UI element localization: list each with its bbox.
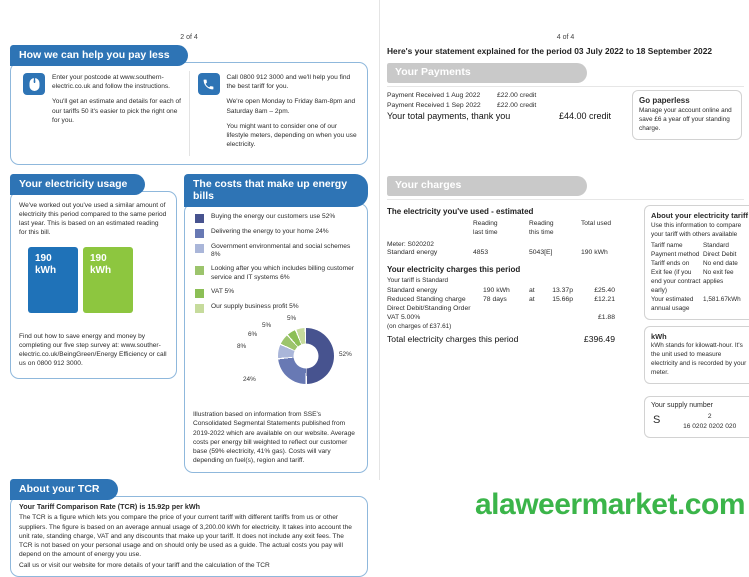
legend-label: Our supply business profit 5% (211, 303, 299, 311)
charges-section (387, 176, 749, 438)
charge-row (387, 287, 635, 294)
meter-number: Meter: S020202 (387, 241, 434, 249)
help-online-text (52, 73, 183, 156)
tariff-info-label: Your estimated annual usage (651, 296, 694, 313)
payments-total-label: Your total payments, thank you (387, 111, 511, 121)
watermark: alaweermarket.com (475, 488, 745, 521)
legend-swatch-government (195, 244, 204, 253)
tariff-info-label: Exit fee (if you end your contract early) (651, 269, 701, 295)
go-paperless-box (632, 90, 742, 140)
legend-label: Looking after you which includes billing customer service and IT systems 6% (211, 265, 354, 282)
charges-header: Your charges (387, 176, 587, 196)
costs-section-header: The costs that make up energy bills (184, 174, 368, 207)
payments-area (387, 92, 744, 154)
help-phone-column (190, 69, 364, 158)
payment-label: Payment Received 1 Aug 2022 (387, 92, 481, 99)
help-section-header: How we can help you pay less (10, 45, 188, 66)
legend-item (195, 265, 359, 283)
legend-item (195, 228, 359, 238)
usage-footer: Find out how to save energy and money by completing our five step survey at: www.souther-electric.co.uk/BeingGreen/Energy Efficiency or call us on 0800 912 3000. (19, 332, 167, 368)
help-phone-text (227, 73, 358, 156)
tariff-box-intro: Use this information to compare your tariff with others available (651, 222, 742, 238)
charges-total-amount: £396.49 (583, 334, 615, 345)
readings-row-label: Standard energy (387, 249, 438, 257)
tariff-info-label: Tariff ends on (651, 260, 690, 268)
legend-item (195, 288, 359, 298)
costs-donut-area (193, 315, 359, 406)
vat-row (387, 314, 635, 321)
reading-this-value: 5043[E] (529, 249, 553, 257)
donut-chart (278, 328, 334, 384)
go-paperless-title: Go paperless (639, 96, 690, 105)
electricity-used-title: The electricity you've used - estimated (387, 207, 534, 216)
tariff-info-value: 1,581.67kWh (703, 296, 741, 304)
charge-row (387, 305, 635, 312)
payments-header: Your Payments (387, 63, 587, 83)
spacer (543, 314, 573, 321)
usage-intro: We've worked out you've used a similar amount of electricity this period compared to the same period last year. This is based on an estimated reading for this bill. (19, 201, 167, 237)
phone-icon (198, 73, 220, 95)
charge-rate: 15.66p (552, 296, 573, 304)
charge-amount (573, 305, 615, 312)
charge-qty: 78 days (483, 296, 507, 304)
costs-legend (195, 213, 359, 314)
legend-label: VAT 5% (211, 288, 235, 296)
slice-label-52: 52% (339, 351, 352, 359)
costs-box (184, 203, 368, 474)
supply-prefix: S (653, 413, 661, 426)
charge-rate: 13.37p (552, 287, 573, 295)
tcr-section (10, 479, 368, 576)
page-number-left: 2 of 4 (180, 34, 198, 41)
reading-last-value: 4853 (473, 249, 489, 257)
legend-label: Delivering the energy to your home 24% (211, 227, 329, 235)
slice-label-5b: 5% (287, 315, 297, 323)
spacer (529, 314, 543, 321)
charge-amount: £12.21 (594, 296, 615, 304)
legend-label: Government environmental and social schemes 8% (211, 242, 351, 259)
legend-item (195, 213, 359, 223)
column-total-used: Total used (581, 220, 612, 227)
slice-label-8: 8% (237, 343, 247, 351)
tariff-info-value: No end date (703, 260, 738, 268)
kwh-box-body: kWh stands for kilowatt-hour. It's the unit used to measure electricity and is recorded by your meter. (651, 342, 747, 376)
help-online-column (15, 69, 189, 158)
tariff-line: Your tariff is Standard (387, 277, 449, 285)
charge-label: Standard energy (387, 287, 438, 295)
vat-label: VAT 5.00% (387, 314, 421, 322)
charges-total-label: Total electricity charges this period (387, 334, 519, 345)
tariff-info-label: Payment method (651, 251, 700, 259)
charges-table-area (387, 205, 635, 438)
kwh-box-title: kWh (651, 332, 667, 342)
charge-at (529, 305, 543, 312)
tcr-footer: Call us or visit our website for more details of your tariff and the calculation of the TCR (19, 561, 270, 569)
legend-swatch-delivering (195, 229, 204, 238)
vat-amount: £1.88 (597, 314, 615, 322)
slice-label-24: 24% (243, 376, 256, 384)
tariff-box-title: About your electricity tariff (651, 211, 749, 220)
charges-total-row (387, 334, 615, 344)
tcr-box (10, 496, 368, 576)
supply-number-box (644, 396, 749, 438)
usage-box (10, 191, 177, 379)
right-sidebar (644, 205, 749, 438)
help-phone-para3: You might want to consider one of our lifestyle meters, depending on when you use electricity. (226, 122, 357, 149)
page-number-right: 4 of 4 (556, 34, 575, 41)
computer-mouse-icon (23, 73, 45, 95)
statement-title: Here's your statement explained for the period 03 July 2022 to 18 September 2022 (387, 46, 713, 56)
charge-row (387, 296, 635, 303)
help-online-para1: Enter your postcode at www.southern-electric.co.uk and follow the instructions. (52, 74, 171, 91)
donut-hole (294, 344, 319, 369)
vat-note: (on charges of £37.61) (387, 323, 452, 331)
usage-bar-previous: 190 kWh (83, 247, 133, 313)
charge-amount: £25.40 (594, 287, 615, 295)
tariff-info-row (651, 242, 749, 251)
legend-swatch-looking-after (195, 266, 204, 275)
spacer (483, 314, 529, 321)
supply-line1: 2 (707, 412, 712, 420)
help-phone-para1: Call 0800 912 3000 and we'll help you find the best tariff for you. (226, 74, 351, 91)
readings-column-headers (387, 220, 635, 237)
payment-amount: £22.00 credit (497, 101, 537, 109)
charges-rule (387, 199, 744, 200)
tariff-info-box (644, 205, 749, 320)
charge-qty (483, 305, 529, 312)
costs-section (184, 174, 368, 474)
tariff-info-label: Tariff name (651, 242, 683, 250)
tcr-section-header: About your TCR (10, 479, 118, 500)
payment-label: Payment Received 1 Sep 2022 (387, 101, 481, 109)
tariff-info-row (651, 260, 749, 269)
charge-label: Direct Debit/Standing Order (387, 305, 471, 313)
column-reading-last: Reading last time (473, 220, 498, 236)
help-phone-para2: We're open Monday to Friday 8am-8pm and Saturday 8am – 2pm. (226, 98, 356, 115)
legend-swatch-vat (195, 289, 204, 298)
tcr-body: The TCR is a figure which lets you compare the price of your current tariff with different tariffs from us or other suppliers. The figure is based on an average annual usage of 3,200.00 kWh for electricity. It takes into account the unit rate, standing charge, VAT and any discounts that make up your tariff. It does not include any exit fees. The TCR is not based on your personal usage and on should only be used as a guide. The actual costs you pay will depend on the amount of energy you use. (19, 514, 352, 559)
charge-label: Reduced Standing charge (387, 296, 466, 304)
readings-row (387, 249, 635, 256)
tariff-info-row (651, 269, 749, 296)
go-paperless-body: Manage your account online and save £6 a year off your standing charge. (639, 107, 732, 132)
help-box (10, 62, 368, 165)
help-section (10, 45, 368, 165)
legend-swatch-buying (195, 214, 204, 223)
tariff-info-value: Direct Debit (703, 251, 737, 259)
tcr-headline: Your Tariff Comparison Rate (TCR) is 15.92p per kWh (19, 502, 201, 512)
legend-item (195, 303, 359, 313)
charge-at: at (529, 296, 535, 304)
charge-qty: 190 kWh (483, 287, 510, 295)
supply-line2: 16 0202 0202 020 (683, 422, 737, 430)
slice-label-5a: 5% (262, 322, 272, 330)
payments-total-amount: £44.00 credit (559, 111, 612, 121)
slice-label-6: 6% (248, 331, 258, 339)
tariff-info-value: No exit fee applies (703, 269, 734, 286)
supply-box-title: Your supply number (651, 401, 714, 409)
legend-swatch-profit (195, 304, 204, 313)
charges-period-title: Your electricity charges this period (387, 265, 521, 275)
costs-footnote: Illustration based on information from SSE's Consolidated Segmental Statements published from 2019-2022 which are available on our website. Average costs per energy bill weighted to reflect our customer base (59% electricity, 41% gas). Costs will vary depending on fuel(s), region and tariff. (193, 411, 355, 465)
payment-amount: £22.00 credit (497, 92, 537, 99)
usage-bar-current: 190 kWh (28, 247, 78, 313)
payments-rule (387, 86, 744, 87)
charge-rate (543, 305, 573, 312)
supply-number-row (651, 412, 749, 432)
charge-at: at (529, 287, 535, 295)
page-right (379, 0, 749, 480)
tariff-info-row (651, 296, 749, 314)
usage-section-header: Your electricity usage (10, 174, 145, 195)
legend-label: Buying the energy our customers use 52% (211, 212, 336, 220)
kwh-definition-box (644, 326, 749, 384)
column-reading-this: Reading this time (529, 220, 554, 236)
total-used-value: 190 kWh (581, 249, 608, 257)
usage-bar-chart (28, 247, 168, 313)
spacer (387, 220, 473, 237)
usage-section (10, 174, 177, 379)
tariff-info-value: Standard (703, 242, 729, 250)
legend-item (195, 243, 359, 261)
tariff-info-row (651, 251, 749, 260)
supply-number-value (670, 412, 749, 432)
help-online-para2: You'll get an estimate and details for each of our tariffs 50 it's easier to pick the right one for you. (52, 98, 181, 124)
